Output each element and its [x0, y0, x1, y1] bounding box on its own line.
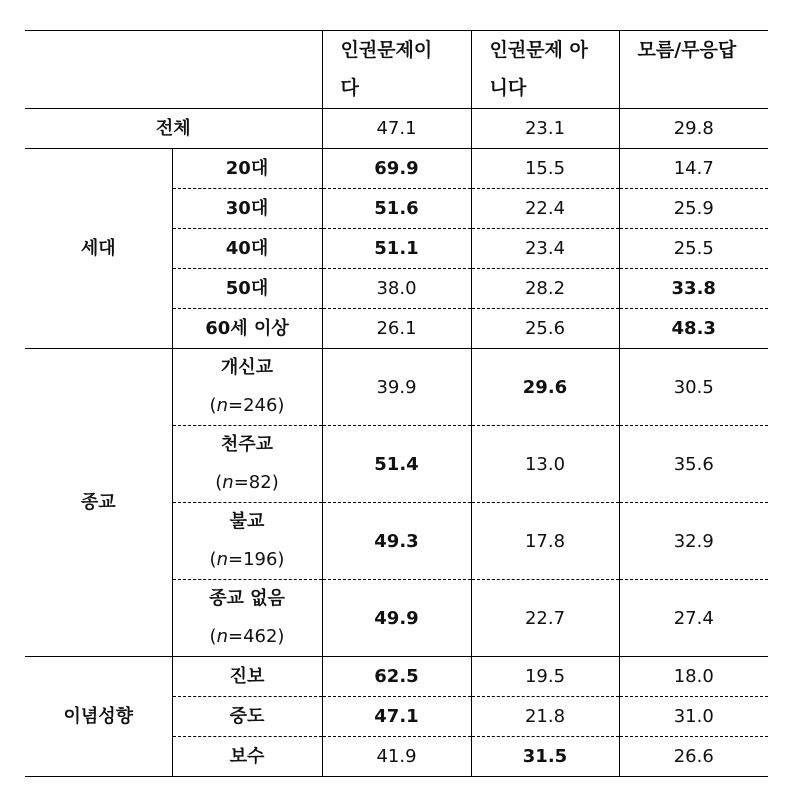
row-label: 50대	[172, 269, 322, 309]
value-cell: 32.9	[619, 503, 768, 580]
value-cell: 49.9	[322, 580, 471, 657]
row-label: 30대	[172, 189, 322, 229]
header-line: 다	[340, 77, 359, 99]
row-label: 보수	[172, 737, 322, 777]
group-label: 종교	[25, 349, 172, 657]
group-label: 세대	[25, 149, 172, 349]
value-cell: 41.9	[322, 737, 471, 777]
value-cell: 51.1	[322, 229, 471, 269]
row-label: 40대	[172, 229, 322, 269]
total-value: 47.1	[322, 109, 471, 149]
sample-size-value: =82)	[233, 472, 279, 493]
value-cell: 17.8	[471, 503, 619, 580]
sample-size-value: =246)	[227, 395, 285, 416]
value-cell: 51.4	[322, 426, 471, 503]
total-row	[25, 109, 768, 149]
value-cell: 22.7	[471, 580, 619, 657]
header-empty-cell	[25, 31, 322, 109]
table-row	[25, 657, 768, 697]
value-cell: 26.6	[619, 737, 768, 777]
value-cell: 14.7	[619, 149, 768, 189]
value-cell: 25.6	[471, 309, 619, 349]
header-dont-know	[619, 31, 768, 109]
table-row	[25, 149, 768, 189]
survey-table	[25, 30, 768, 777]
value-cell: 51.6	[322, 189, 471, 229]
row-label: 20대	[172, 149, 322, 189]
value-cell: 29.6	[471, 349, 619, 426]
row-label-text: 불교	[229, 511, 265, 532]
total-value: 29.8	[619, 109, 768, 149]
sample-size-prefix: (	[209, 549, 217, 570]
row-sample-size	[173, 387, 322, 425]
value-cell: 22.4	[471, 189, 619, 229]
header-line: 인권문제 아	[489, 39, 588, 61]
sample-size-letter: n	[222, 472, 234, 493]
sample-size-letter: n	[216, 626, 228, 647]
row-label	[172, 349, 322, 426]
value-cell: 31.5	[471, 737, 619, 777]
value-cell: 35.6	[619, 426, 768, 503]
sample-size-letter: n	[216, 395, 228, 416]
value-cell: 26.1	[322, 309, 471, 349]
header-row	[25, 31, 768, 109]
value-cell: 21.8	[471, 697, 619, 737]
value-cell: 48.3	[619, 309, 768, 349]
row-label-text: 종교 없음	[209, 588, 285, 609]
value-cell: 33.8	[619, 269, 768, 309]
value-cell: 62.5	[322, 657, 471, 697]
value-cell: 18.0	[619, 657, 768, 697]
value-cell: 30.5	[619, 349, 768, 426]
sample-size-prefix: (	[209, 626, 217, 647]
header-not-human-rights-issue	[471, 31, 619, 109]
row-label	[172, 580, 322, 657]
value-cell: 15.5	[471, 149, 619, 189]
value-cell: 25.5	[619, 229, 768, 269]
sample-size-prefix: (	[215, 472, 223, 493]
row-label	[172, 503, 322, 580]
row-sample-size	[173, 541, 322, 579]
total-value: 23.1	[471, 109, 619, 149]
value-cell: 69.9	[322, 149, 471, 189]
row-label-text: 천주교	[220, 434, 274, 455]
value-cell: 31.0	[619, 697, 768, 737]
header-line: 니다	[489, 77, 527, 99]
row-label	[172, 426, 322, 503]
row-label: 60세 이상	[172, 309, 322, 349]
table-row	[25, 349, 768, 426]
header-human-rights-issue	[322, 31, 471, 109]
value-cell: 38.0	[322, 269, 471, 309]
sample-size-prefix: (	[209, 395, 217, 416]
row-label: 진보	[172, 657, 322, 697]
row-label: 중도	[172, 697, 322, 737]
header-line: 모름/무응답	[637, 39, 737, 61]
row-label-text: 개신교	[220, 357, 274, 378]
value-cell: 47.1	[322, 697, 471, 737]
value-cell: 13.0	[471, 426, 619, 503]
row-sample-size	[173, 464, 322, 502]
row-sample-size	[173, 618, 322, 656]
value-cell: 49.3	[322, 503, 471, 580]
group-label: 이념성향	[25, 657, 172, 777]
total-label: 전체	[25, 109, 322, 149]
sample-size-value: =196)	[227, 549, 285, 570]
value-cell: 23.4	[471, 229, 619, 269]
header-line: 인권문제이	[340, 39, 433, 61]
value-cell: 25.9	[619, 189, 768, 229]
value-cell: 19.5	[471, 657, 619, 697]
sample-size-value: =462)	[227, 626, 285, 647]
value-cell: 39.9	[322, 349, 471, 426]
groups-body	[25, 149, 768, 777]
sample-size-letter: n	[216, 549, 228, 570]
value-cell: 28.2	[471, 269, 619, 309]
value-cell: 27.4	[619, 580, 768, 657]
